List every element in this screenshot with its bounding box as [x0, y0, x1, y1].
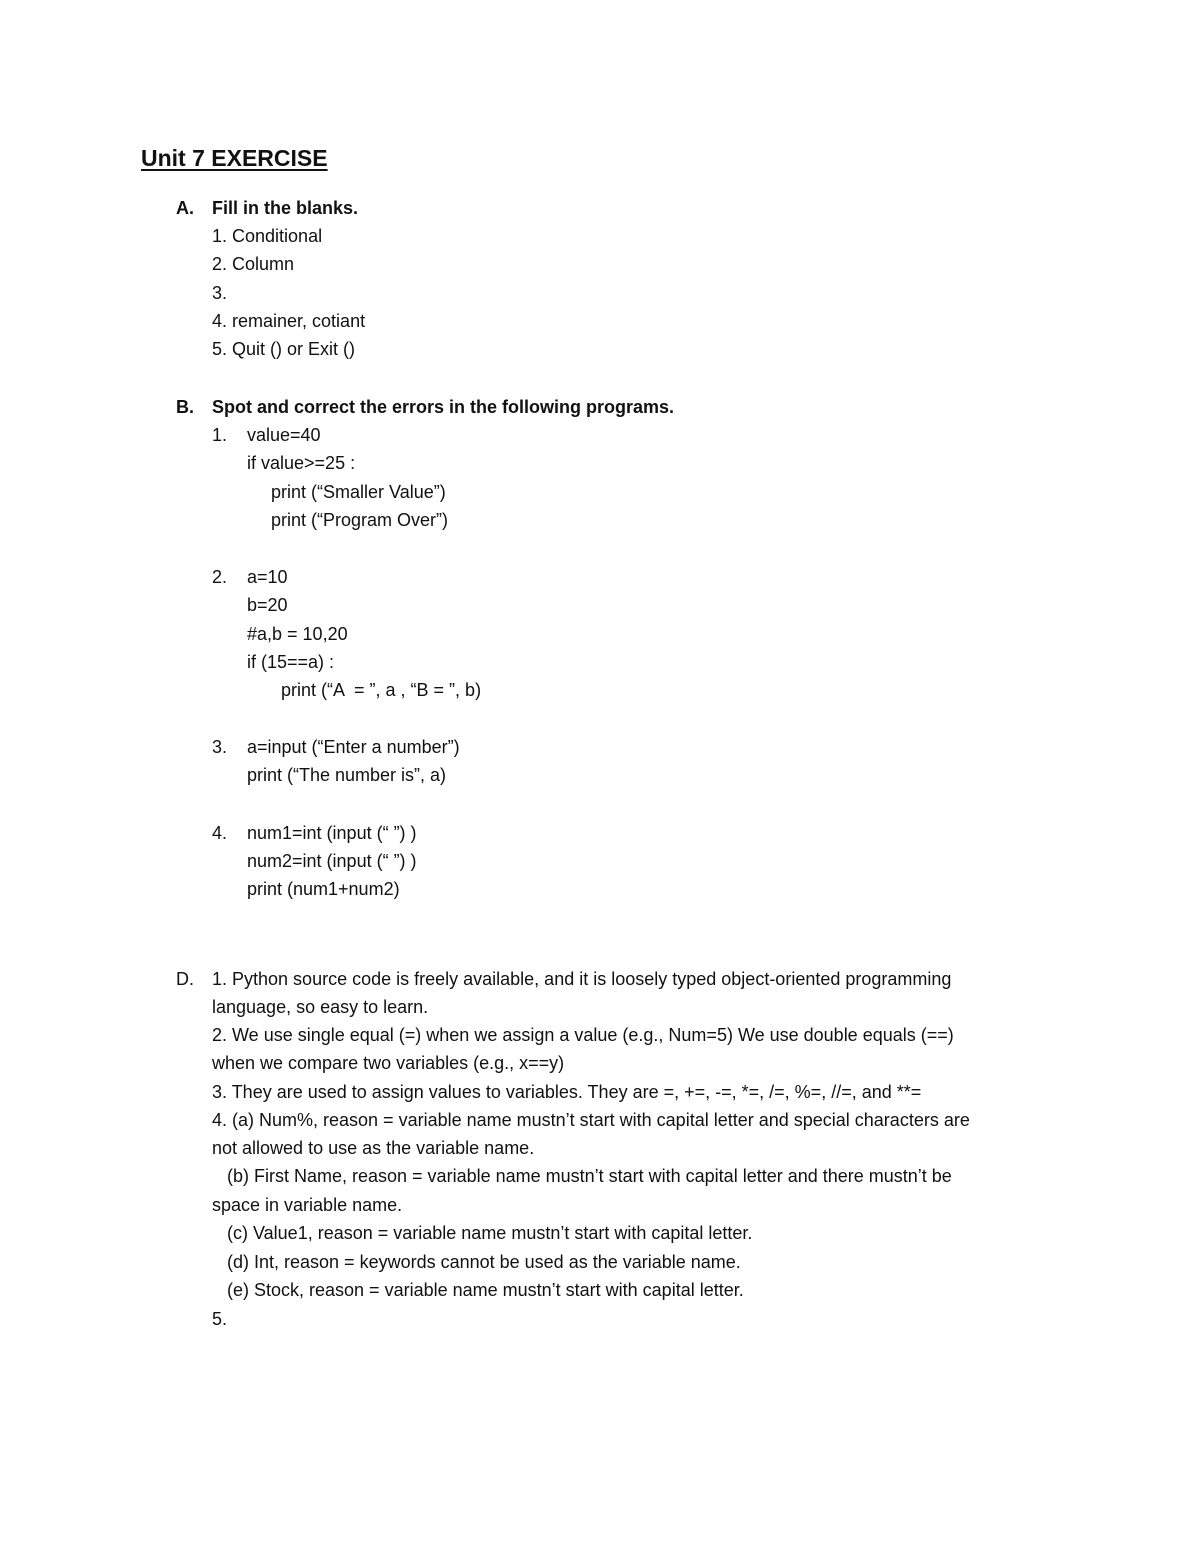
- code-line: print (“Program Over”): [271, 510, 449, 530]
- list-item: 5. Quit () or Exit (): [212, 339, 356, 359]
- code-line: num1=int (input (“ ”) ): [247, 823, 417, 843]
- answer-line: language, so easy to learn.: [212, 997, 429, 1017]
- list-item: 3.: [212, 283, 228, 303]
- code-line: print (“The number is”, a): [247, 765, 447, 785]
- code-line: print (“A = ”, a , “B = ”, b): [281, 680, 482, 700]
- answer-line: 5.: [212, 1309, 228, 1329]
- answer-line: (d) Int, reason = keywords cannot be used as the variable name.: [212, 1252, 741, 1272]
- code-line: if (15==a) :: [247, 652, 335, 672]
- code-line: if value>=25 :: [247, 453, 356, 473]
- code-line: #a,b = 10,20: [247, 624, 348, 644]
- section-b-letter: B.: [176, 397, 194, 417]
- answer-line: 4. (a) Num%, reason = variable name mustn’t start with capital letter and special characters are: [212, 1110, 970, 1130]
- answer-line: 2. We use single equal (=) when we assign a value (e.g., Num=5) We use double equals (==): [212, 1025, 954, 1045]
- program-number: 1.: [212, 425, 228, 445]
- answer-line: (c) Value1, reason = variable name mustn’t start with capital letter.: [212, 1223, 753, 1243]
- code-line: a=input (“Enter a number”): [247, 737, 460, 757]
- list-item: 2. Column: [212, 254, 295, 274]
- program-number: 2.: [212, 567, 228, 587]
- section-d-letter: D.: [176, 969, 194, 989]
- answer-line: space in variable name.: [212, 1195, 403, 1215]
- code-line: print (“Smaller Value”): [271, 482, 446, 502]
- section-b-heading: Spot and correct the errors in the following programs.: [212, 397, 675, 417]
- code-line: value=40: [247, 425, 321, 445]
- answer-line: (e) Stock, reason = variable name mustn’t start with capital letter.: [212, 1280, 744, 1300]
- section-a-heading: Fill in the blanks.: [212, 198, 359, 218]
- list-item: 1. Conditional: [212, 226, 323, 246]
- answer-line: 1. Python source code is freely available, and it is loosely typed object-oriented programming: [212, 969, 952, 989]
- code-line: num2=int (input (“ ”) ): [247, 851, 417, 871]
- answer-line: 3. They are used to assign values to variables. They are =, +=, -=, *=, /=, %=, //=, and **=: [212, 1082, 922, 1102]
- program-number: 4.: [212, 823, 228, 843]
- code-line: a=10: [247, 567, 288, 587]
- code-line: b=20: [247, 595, 288, 615]
- code-line: print (num1+num2): [247, 879, 400, 899]
- section-a-letter: A.: [176, 198, 194, 218]
- answer-line: not allowed to use as the variable name.: [212, 1138, 535, 1158]
- program-number: 3.: [212, 737, 228, 757]
- page-title: Unit 7 EXERCISE: [141, 145, 328, 171]
- answer-line: when we compare two variables (e.g., x==y): [212, 1053, 565, 1073]
- answer-line: (b) First Name, reason = variable name mustn’t start with capital letter and there mustn’t be: [212, 1166, 952, 1186]
- list-item: 4. remainer, cotiant: [212, 311, 366, 331]
